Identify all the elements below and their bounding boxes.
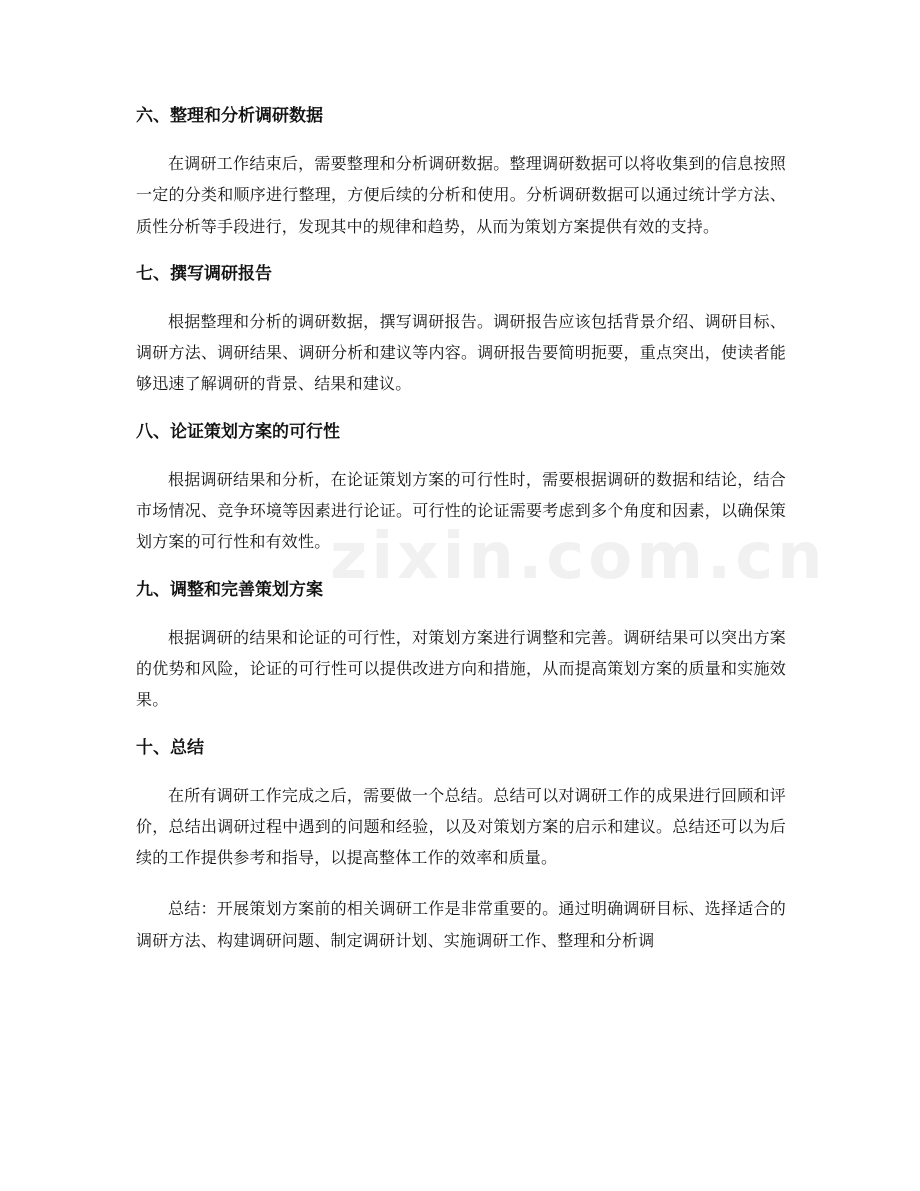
- section-heading: 七、撰写调研报告: [136, 263, 272, 284]
- section-paragraph: 根据整理和分析的调研数据，撰写调研报告。调研报告应该包括背景介绍、调研目标、调研方法、调研结果、调研分析和建议等内容。调研报告要简明扼要，重点突出，使读者能够迅速了解调研的背景、结果和建议。: [136, 311, 786, 394]
- closing-paragraph: 总结：开展策划方案前的相关调研工作是非常重要的。通过明确调研目标、选择适合的调研方法、构建调研问题、制定调研计划、实施调研工作、整理和分析调: [136, 899, 786, 950]
- section-paragraph: 根据调研的结果和论证的可行性，对策划方案进行调整和完善。调研结果可以突出方案的优势和风险，论证的可行性可以提供改进方向和措施，从而提高策划方案的质量和实施效果。: [136, 627, 786, 710]
- section-9: [136, 578, 786, 716]
- section-paragraph: 在所有调研工作完成之后，需要做一个总结。总结可以对调研工作的成果进行回顾和评价，总结出调研过程中遇到的问题和经验，以及对策划方案的启示和建议。总结还可以为后续的工作提供参考和指导，以提高整体工作的效率和质量。: [136, 785, 786, 868]
- section-heading: 八、论证策划方案的可行性: [136, 421, 340, 442]
- section-paragraph: 根据调研结果和分析，在论证策划方案的可行性时，需要根据调研的数据和结论，结合市场情况、竞争环境等因素进行论证。可行性的论证需要考虑到多个角度和因素，以确保策划方案的可行性和有效性。: [136, 469, 786, 552]
- section-heading: 九、调整和完善策划方案: [136, 579, 323, 600]
- section-8: [136, 420, 786, 558]
- section-heading: 十、总结: [136, 737, 204, 758]
- watermark: zixin.com.cn: [330, 520, 827, 594]
- document-body: [136, 104, 786, 976]
- section-6: [136, 104, 786, 242]
- section-10: [136, 736, 786, 874]
- section-7: [136, 262, 786, 400]
- section-heading: 六、整理和分析调研数据: [136, 106, 323, 126]
- section-paragraph: 在调研工作结束后，需要整理和分析调研数据。整理调研数据可以将收集到的信息按照一定的分类和顺序进行整理，方便后续的分析和使用。分析调研数据可以通过统计学方法、质性分析等手段进行，发现其中的规律和趋势，从而为策划方案提供有效的支持。: [136, 154, 786, 236]
